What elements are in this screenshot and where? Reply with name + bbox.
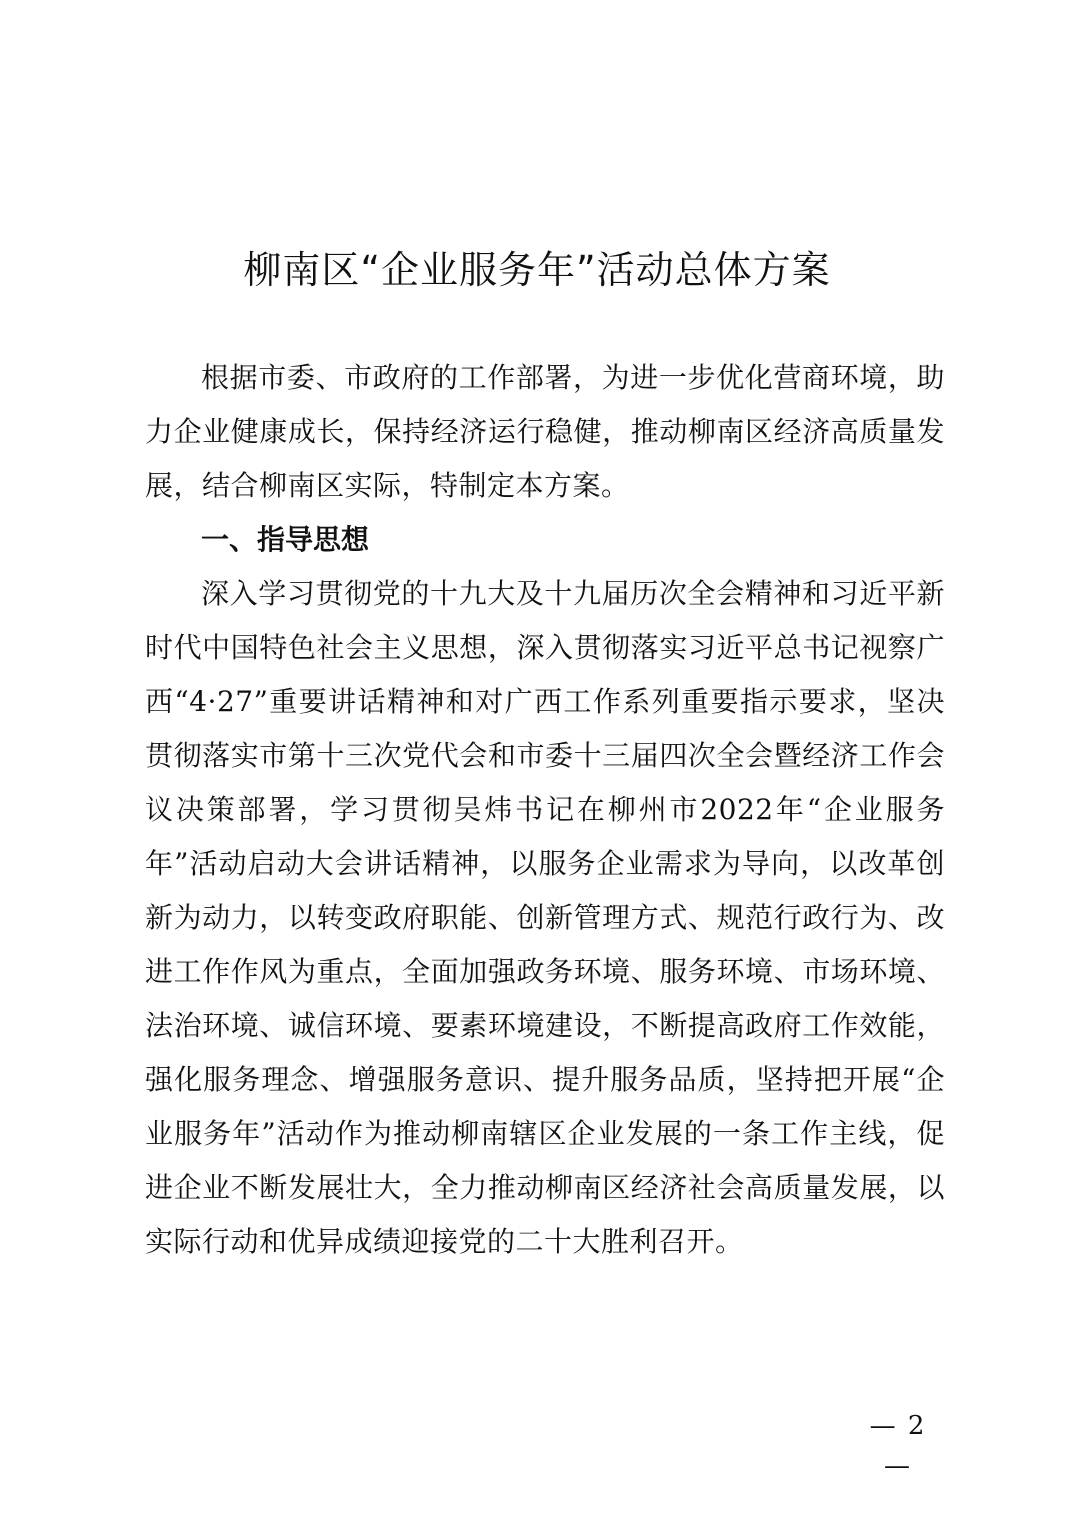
section-heading-guiding-ideology: 一、指导思想 (201, 523, 370, 556)
page-number: — 2 — (869, 1411, 927, 1481)
section-paragraph-guiding-ideology: 深入学习贯彻党的十九大及十九届历次全会精神和习近平新时代中国特色社会主义思想，深入贯彻落实习近平总书记视察广西“4·27”重要讲话精神和对广西工作系列重要指示要求，坚决贯彻落实市第十三次党代会和市委十三届四次全会暨经济工作会议决策部署，学习贯彻吴炜书记在柳州市2022年“企业服务年”活动启动大会讲话精神，以服务企业需求为导向，以改革创新为动力，以转变政府职能、创新管理方式、规范行政行为、改进工作作风为重点，全面加强政务环境、服务环境、市场环境、法治环境、诚信环境、要素环境建设，不断提高政府工作效能，强化服务理念、增强服务意识、提升服务品质，坚持把开展“企业服务年”活动作为推动柳南辖区企业发展的一条工作主线，促进企业不断发展壮大，全力推动柳南区经济社会高质量发展，以实际行动和优异成绩迎接党的二十大胜利召开。 (145, 577, 945, 1258)
document-body (145, 351, 945, 1269)
intro-paragraph: 根据市委、市政府的工作部署，为进一步优化营商环境，助力企业健康成长，保持经济运行稳健，推动柳南区经济高质量发展，结合柳南区实际，特制定本方案。 (145, 361, 945, 502)
document-title: 柳南区“企业服务年”活动总体方案 (243, 248, 831, 292)
